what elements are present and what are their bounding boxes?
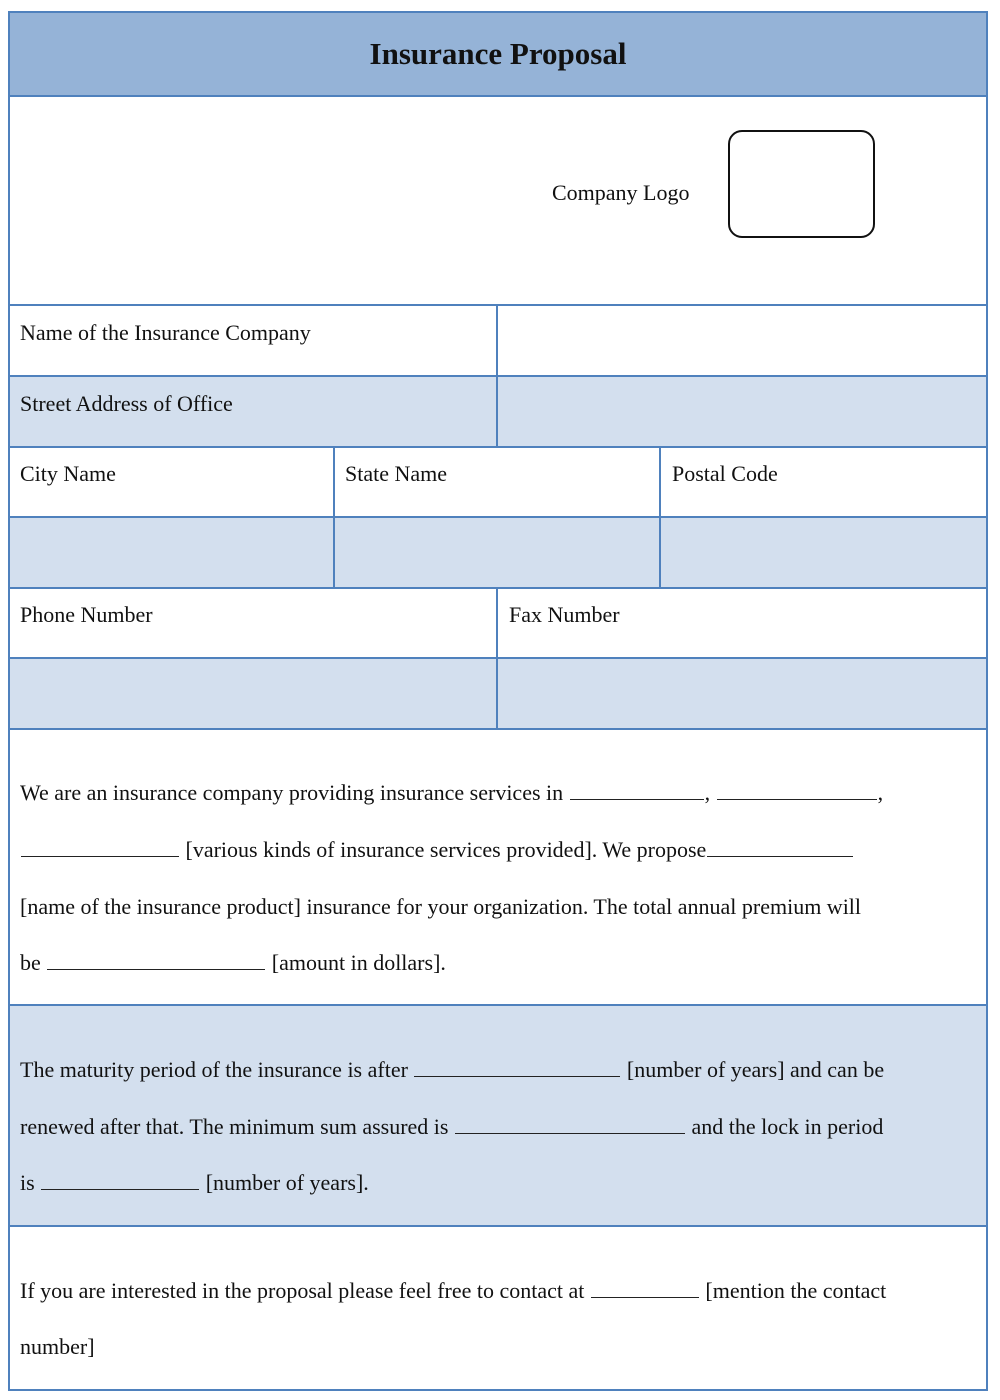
lock-in-years-blank[interactable] [41,1171,199,1190]
border-top [8,11,988,13]
paragraph-3-line-1: If you are interested in the proposal please feel free to contact at [mention the contact [20,1278,887,1303]
street-address-field[interactable] [498,377,986,446]
form-title: Insurance Proposal [9,12,987,96]
paragraph-3-line-2: number] [20,1334,95,1359]
rule [8,446,988,448]
rule [8,587,988,589]
paragraph-1-line-1: We are an insurance company providing insurance services in , , [20,780,884,805]
company-logo-label: Company Logo [552,180,690,205]
street-address-label: Street Address of Office [20,391,233,416]
paragraph-2-line-2: renewed after that. The minimum sum assured is and the lock in period [20,1114,884,1139]
rule [8,1225,988,1227]
company-logo-placeholder[interactable] [728,130,875,238]
company-name-field[interactable] [498,306,986,375]
sum-assured-blank[interactable] [455,1115,685,1134]
state-label: State Name [345,461,448,486]
paragraph-1-line-3: [name of the insurance product] insurance for your organization. The total annual premium will [20,894,862,919]
city-field[interactable] [10,518,333,587]
fax-field[interactable] [498,659,986,728]
paragraph-2-line-1: The maturity period of the insurance is after [number of years] and can be [20,1057,885,1082]
paragraph-2-line-3: is [number of years]. [20,1170,369,1195]
postal-code-field[interactable] [661,518,986,587]
phone-label: Phone Number [20,602,153,627]
company-name-label: Name of the Insurance Company [20,320,311,345]
phone-field[interactable] [10,659,496,728]
fax-label: Fax Number [509,602,620,627]
city-label: City Name [20,461,116,486]
contact-number-blank[interactable] [591,1279,699,1298]
maturity-years-blank[interactable] [414,1058,620,1077]
rule [8,1004,988,1006]
paragraph-1-line-4: be [amount in dollars]. [20,950,446,975]
paragraph-1-line-2: [various kinds of insurance services provided]. We propose [20,837,854,863]
services-blank-1[interactable] [570,781,704,800]
state-field[interactable] [335,518,659,587]
services-blank-2[interactable] [717,781,877,800]
border-bottom [8,1389,988,1391]
premium-amount-blank[interactable] [47,951,265,970]
services-blank-3[interactable] [21,838,179,857]
rule [8,95,988,97]
border-right [986,11,988,1391]
postal-code-label: Postal Code [672,461,778,486]
product-blank[interactable] [707,838,853,857]
rule [8,728,988,730]
